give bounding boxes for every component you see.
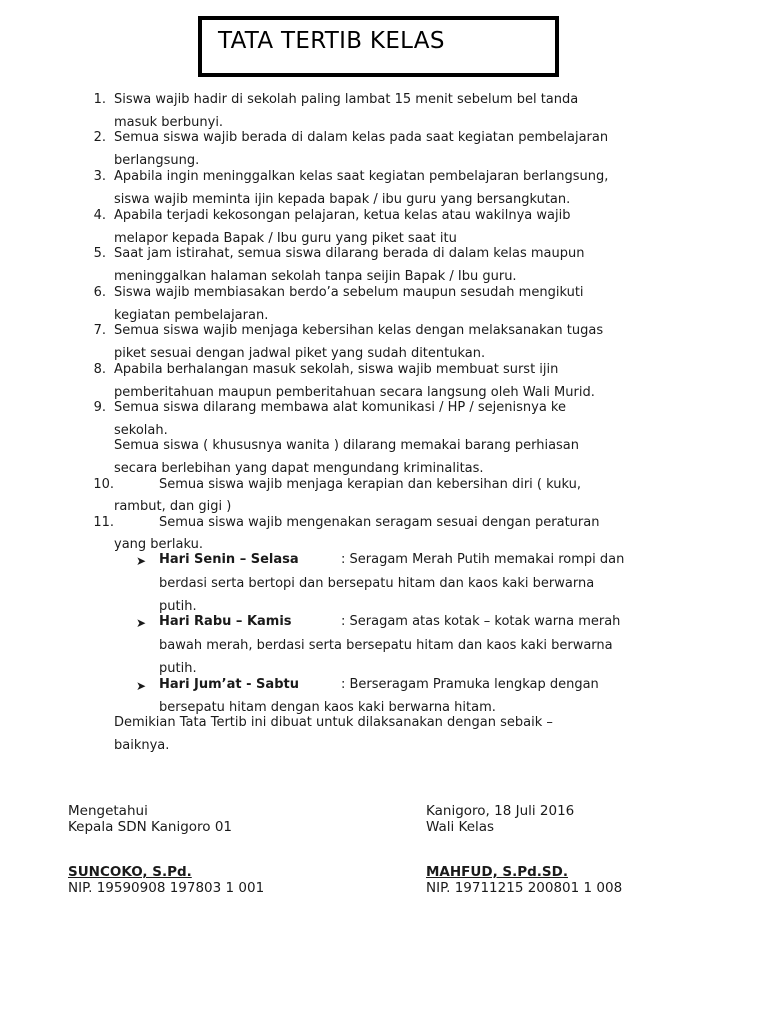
signature-name: MAHFUD, S.Pd.SD.: [426, 864, 568, 880]
uniform-day: Hari Rabu – Kamis: [159, 614, 292, 629]
rule-number: 3.: [93, 169, 106, 184]
rule-number: 10.: [93, 477, 114, 492]
rule-line: meninggalkan halaman sekolah tanpa seijin Bapak / Ibu guru.: [114, 269, 517, 284]
uniform-desc: : Seragam Merah Putih memakai rompi dan: [341, 552, 625, 567]
uniform-desc: putih.: [159, 599, 197, 614]
rule-number: 6.: [93, 285, 106, 300]
arrow-bullet-icon: ➤: [136, 554, 147, 568]
uniform-desc: bawah merah, berdasi serta bersepatu hitam dan kaos kaki berwarna: [159, 638, 613, 653]
rule-number: 7.: [93, 323, 106, 338]
rule-line: Siswa wajib hadir di sekolah paling lambat 15 menit sebelum bel tanda: [114, 92, 579, 107]
signature-position: Kepala SDN Kanigoro 01: [68, 819, 233, 835]
title-box: [198, 16, 559, 77]
rule-number: 1.: [93, 92, 106, 107]
rule-number: 8.: [93, 362, 106, 377]
rule-number: 5.: [93, 246, 106, 261]
rule-line: Semua siswa wajib mengenakan seragam sesuai dengan peraturan: [159, 515, 600, 530]
rule-line: Semua siswa wajib berada di dalam kelas pada saat kegiatan pembelajaran: [114, 130, 609, 145]
arrow-bullet-icon: ➤: [136, 679, 147, 693]
signature-place-date: Kanigoro, 18 Juli 2016: [426, 803, 575, 819]
rule-line: Apabila ingin meninggalkan kelas saat kegiatan pembelajaran berlangsung,: [114, 169, 609, 184]
uniform-day: Hari Jum’at - Sabtu: [159, 677, 299, 692]
uniform-desc: putih.: [159, 661, 197, 676]
closing-line: Demikian Tata Tertib ini dibuat untuk dilaksanakan dengan sebaik –: [114, 715, 553, 730]
uniform-desc: : Seragam atas kotak – kotak warna merah: [341, 614, 621, 629]
signature-nip: NIP. 19711215 200801 1 008: [426, 880, 623, 896]
signature-position: Wali Kelas: [426, 819, 495, 835]
rule-line: Semua siswa wajib menjaga kerapian dan kebersihan diri ( kuku,: [159, 477, 581, 492]
arrow-bullet-icon: ➤: [136, 616, 147, 630]
rule-line: Saat jam istirahat, semua siswa dilarang berada di dalam kelas maupun: [114, 246, 585, 261]
rule-line: Semua siswa dilarang membawa alat komunikasi / HP / sejenisnya ke: [114, 400, 566, 415]
uniform-day: Hari Senin – Selasa: [159, 552, 299, 567]
rule-line: kegiatan pembelajaran.: [114, 308, 269, 323]
rule-number: 4.: [93, 208, 106, 223]
rule-line: pemberitahuan maupun pemberitahuan secara langsung oleh Wali Murid.: [114, 385, 595, 400]
signature-nip: NIP. 19590908 197803 1 001: [68, 880, 265, 896]
rule-line: piket sesuai dengan jadwal piket yang sudah ditentukan.: [114, 346, 486, 361]
uniform-desc: : Berseragam Pramuka lengkap dengan: [341, 677, 599, 692]
rule-line: Semua siswa ( khususnya wanita ) dilarang memakai barang perhiasan: [114, 438, 580, 453]
document-title: TATA TERTIB KELAS: [218, 28, 445, 54]
rule-line: yang berlaku.: [114, 537, 203, 552]
rule-line: sekolah.: [114, 423, 168, 438]
rule-line: secara berlebihan yang dapat mengundang kriminalitas.: [114, 461, 484, 476]
rule-number: 11.: [93, 515, 114, 530]
signature-label: Mengetahui: [68, 803, 148, 819]
signature-name: SUNCOKO, S.Pd.: [68, 864, 192, 880]
rule-number: 2.: [93, 130, 106, 145]
closing-line: baiknya.: [114, 738, 170, 753]
uniform-desc: bersepatu hitam dengan kaos kaki berwarna hitam.: [159, 700, 496, 715]
rule-number: 9.: [93, 400, 106, 415]
rule-line: berlangsung.: [114, 153, 200, 168]
rule-line: Apabila berhalangan masuk sekolah, siswa wajib membuat surst ijin: [114, 362, 559, 377]
rule-line: rambut, dan gigi ): [114, 499, 232, 514]
rule-line: Apabila terjadi kekosongan pelajaran, ketua kelas atau wakilnya wajib: [114, 208, 571, 223]
rule-line: Siswa wajib membiasakan berdo’a sebelum maupun sesudah mengikuti: [114, 285, 584, 300]
rule-line: siswa wajib meminta ijin kepada bapak / ibu guru yang bersangkutan.: [114, 192, 571, 207]
rule-line: Semua siswa wajib menjaga kebersihan kelas dengan melaksanakan tugas: [114, 323, 604, 338]
rule-line: melapor kepada Bapak / Ibu guru yang piket saat itu: [114, 231, 457, 246]
rule-line: masuk berbunyi.: [114, 115, 224, 130]
uniform-desc: berdasi serta bertopi dan bersepatu hitam dan kaos kaki berwarna: [159, 576, 595, 591]
